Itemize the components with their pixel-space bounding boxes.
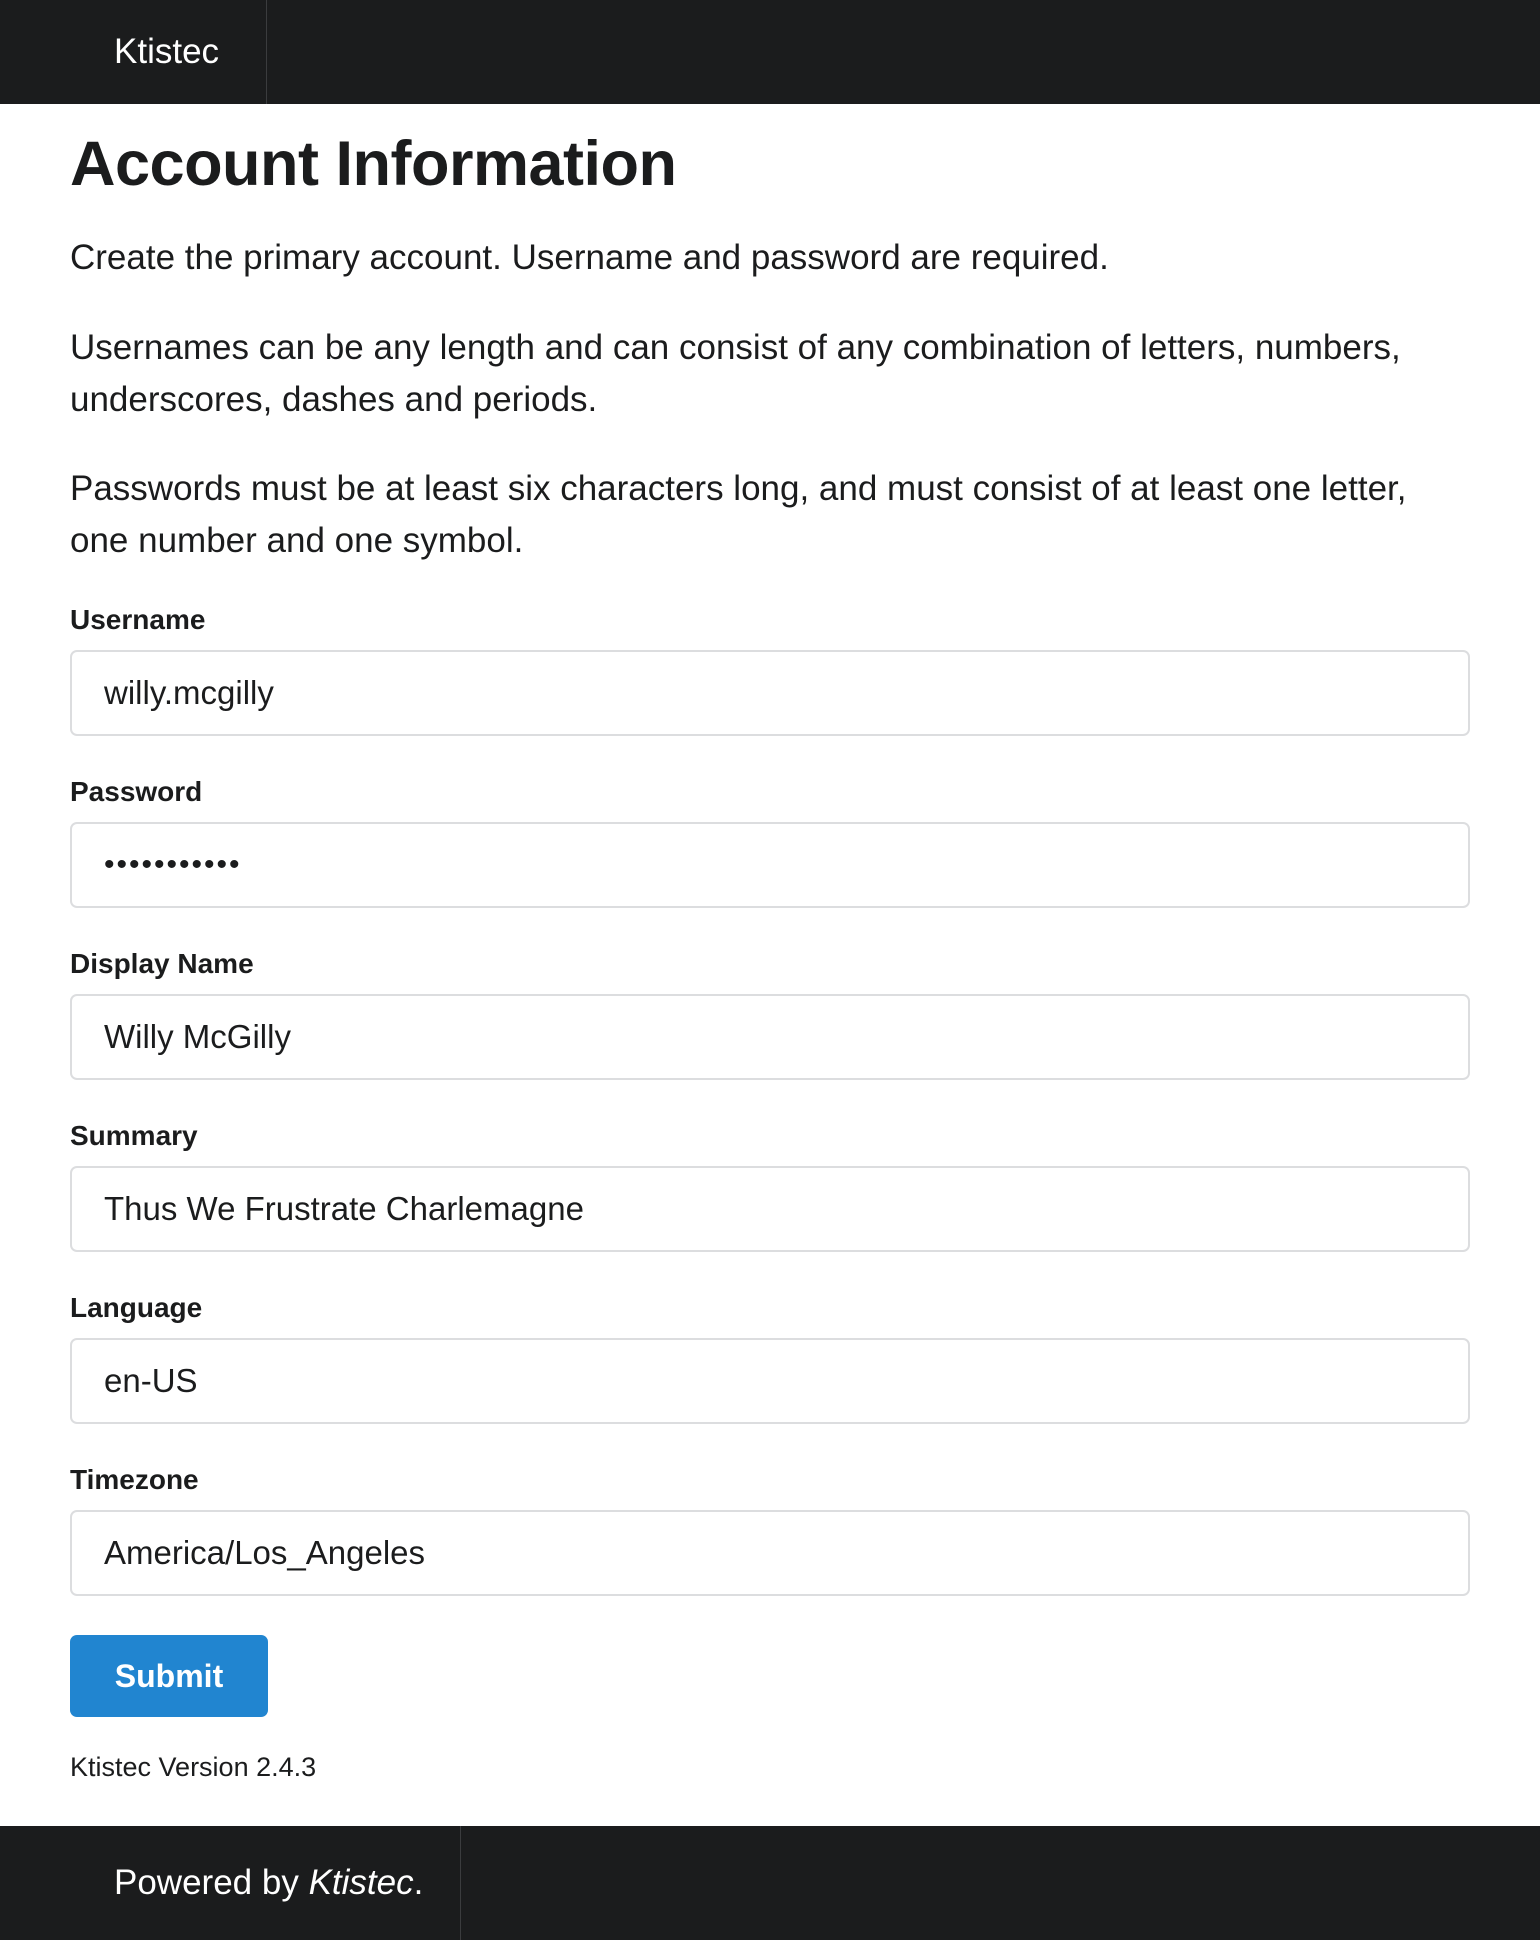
powered-by-suffix: .	[413, 1863, 424, 1902]
timezone-input[interactable]	[70, 1510, 1470, 1596]
powered-by-link[interactable]: Ktistec	[308, 1863, 414, 1902]
language-input[interactable]	[70, 1338, 1470, 1424]
brand-link[interactable]: Ktistec	[0, 0, 267, 104]
display-name-input[interactable]	[70, 994, 1470, 1080]
powered-by-prefix: Powered by	[114, 1863, 309, 1902]
powered-by	[0, 1826, 461, 1940]
summary-label: Summary	[70, 1120, 198, 1151]
version-text: Ktistec Version 2.4.3	[70, 1752, 317, 1782]
summary-input[interactable]	[70, 1166, 1470, 1252]
language-label: Language	[70, 1292, 203, 1323]
timezone-label: Timezone	[70, 1464, 199, 1495]
display-name-label: Display Name	[70, 948, 254, 979]
footer-bar	[0, 1826, 1540, 1940]
page-title: Account Information	[70, 129, 677, 199]
submit-button[interactable]: Submit	[70, 1635, 268, 1717]
password-input[interactable]	[70, 822, 1470, 908]
username-label: Username	[70, 604, 206, 635]
username-input[interactable]	[70, 650, 1470, 736]
username-rules-text: Usernames can be any length and can consist of any combination of letters, numbers, underscores, dashes and periods.	[70, 328, 1401, 419]
intro-text: Create the primary account. Username and password are required.	[70, 238, 1109, 277]
top-menu-bar	[0, 0, 1540, 104]
password-label: Password	[70, 776, 203, 807]
password-rules-text: Passwords must be at least six characters long, and must consist of at least one letter, one number and one symbol.	[70, 469, 1407, 560]
